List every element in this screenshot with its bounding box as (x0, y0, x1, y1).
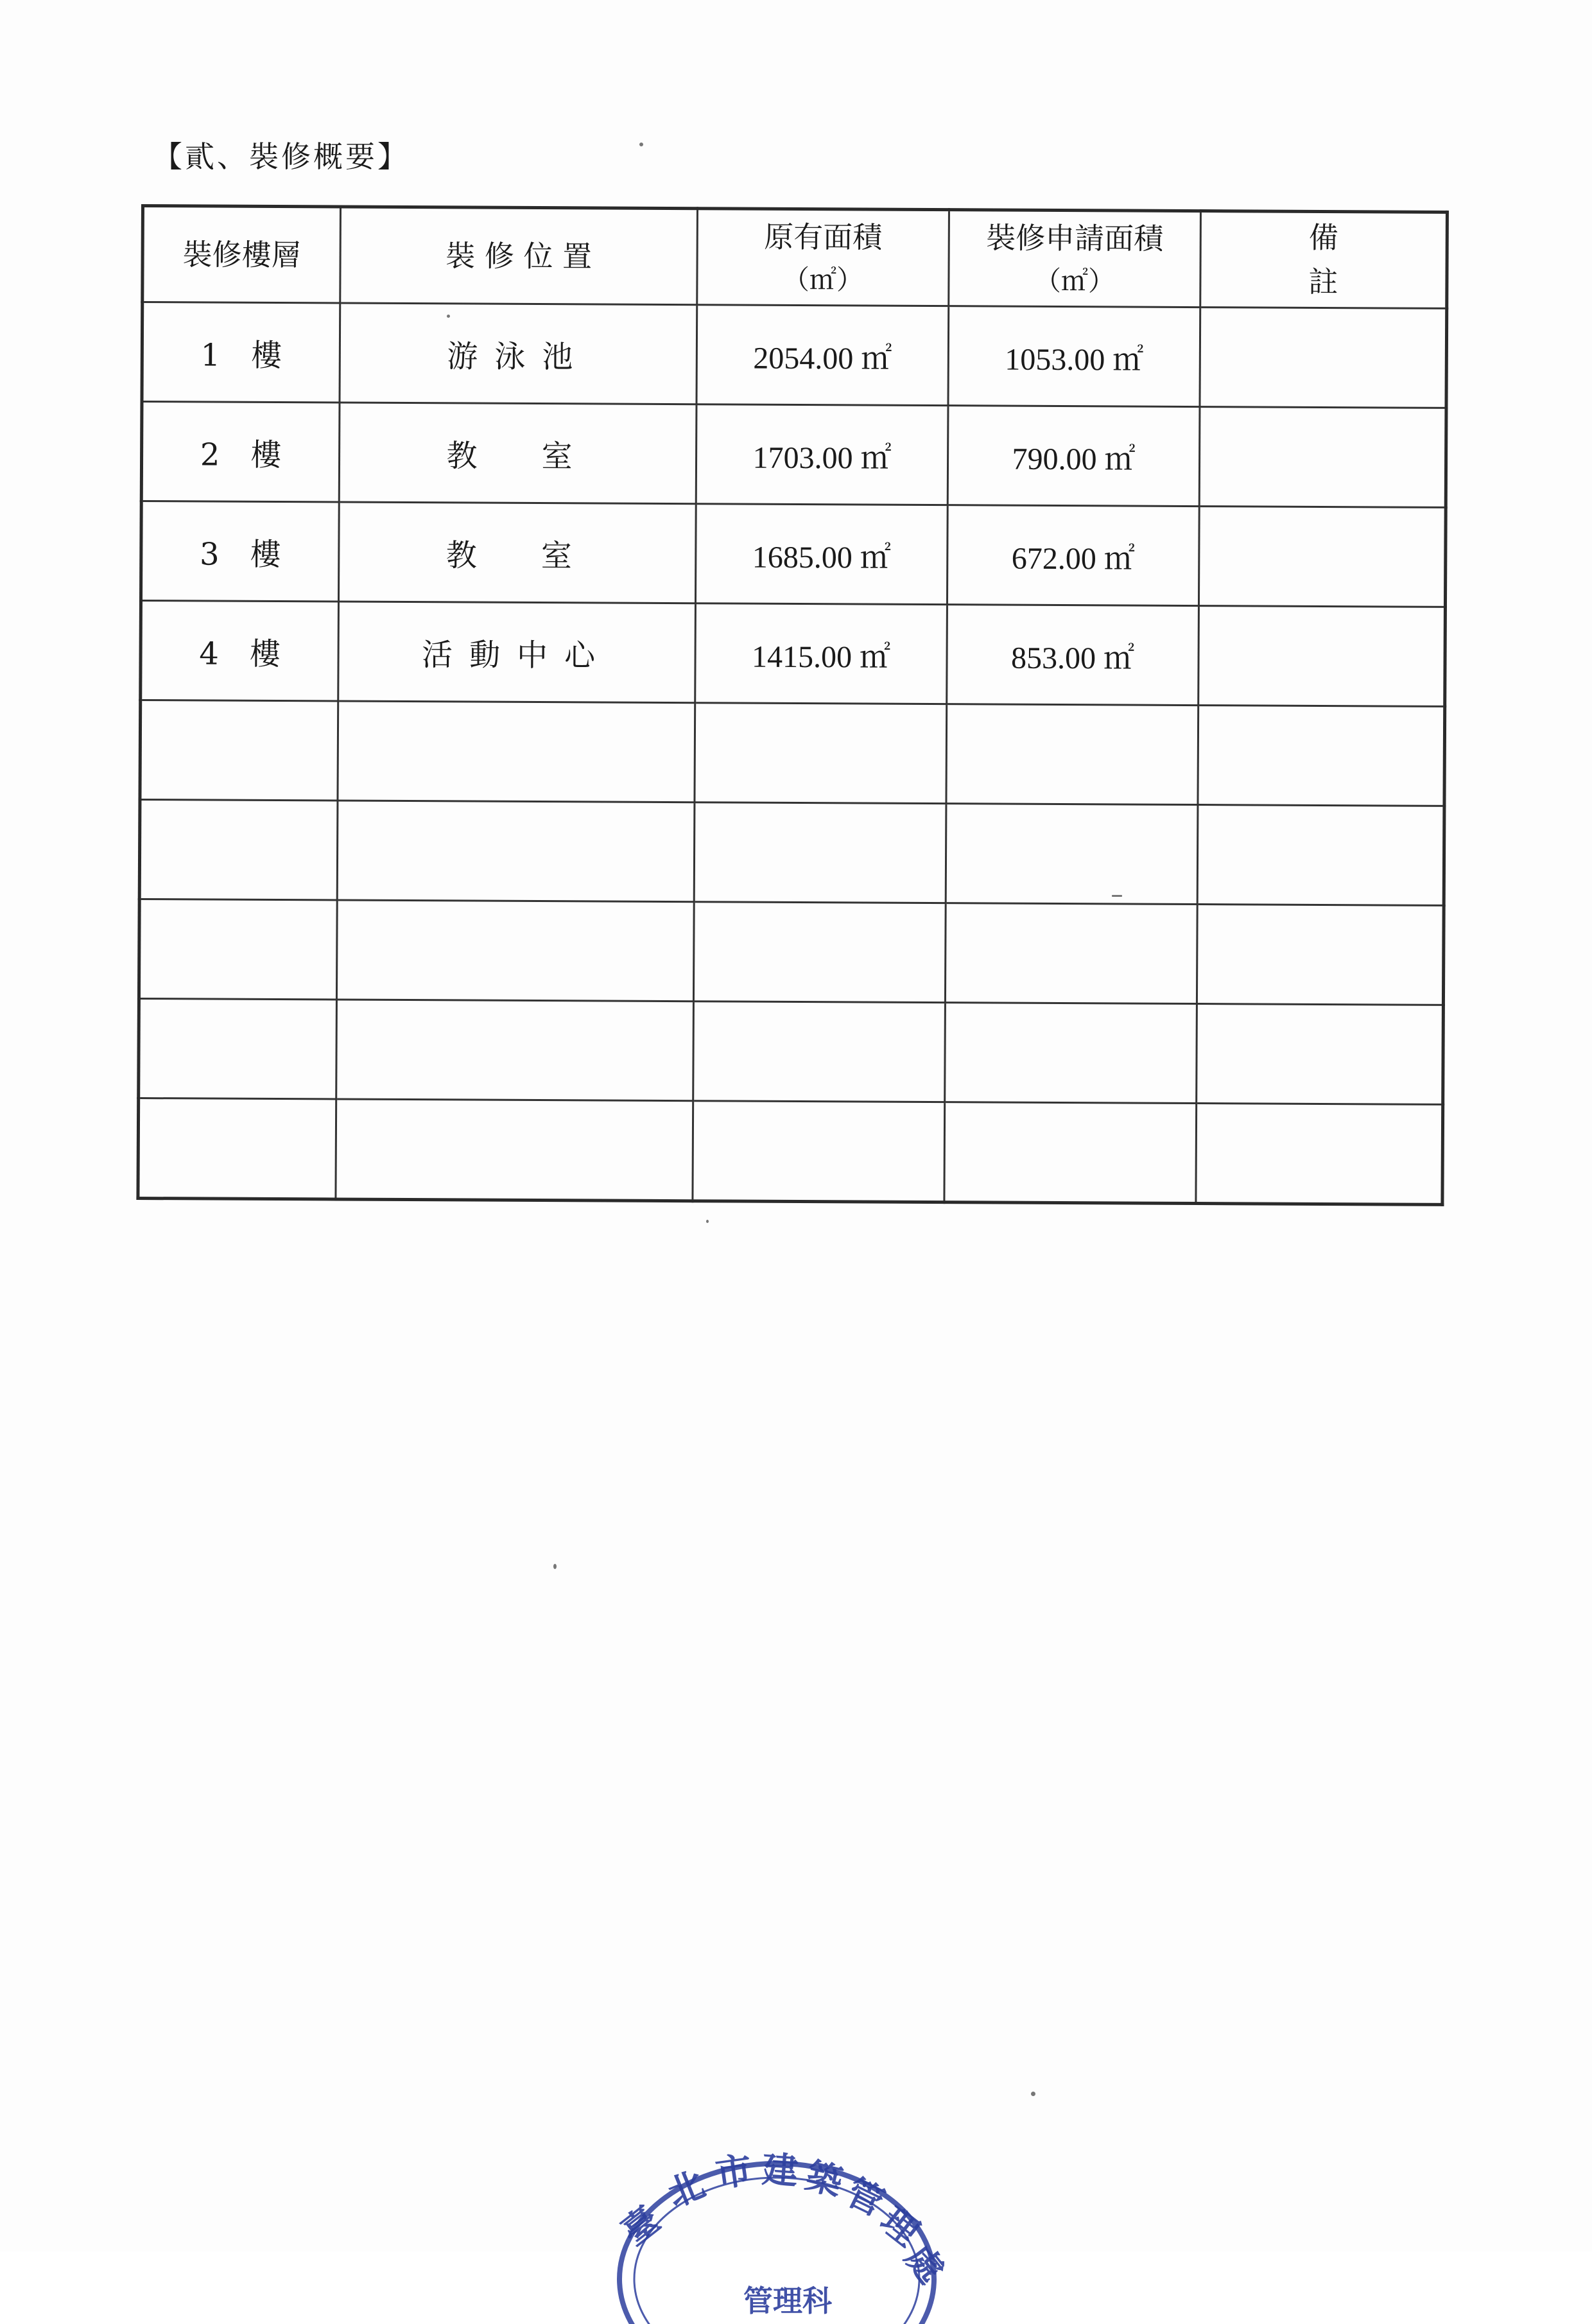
cell-original-area (695, 703, 947, 804)
cell-floor (138, 1098, 336, 1199)
table-row (139, 899, 1444, 1005)
cell-original-area: 1703.00 ㎡ (696, 404, 948, 505)
cell-floor (140, 700, 338, 801)
cell-floor (139, 998, 337, 1099)
cell-note (1199, 407, 1446, 508)
header-position: 裝 修 位 置 (340, 207, 698, 305)
cell-applied-area: 1053.00 ㎡ (948, 306, 1200, 407)
cell-floor: 4 樓 (141, 601, 339, 702)
cell-original-area (693, 902, 946, 1003)
cell-original-area (693, 1002, 946, 1102)
cell-floor: 3 樓 (141, 501, 339, 602)
scan-speck (1031, 2092, 1035, 2096)
cell-position: 教 室 (338, 502, 696, 603)
cell-position: 活動中心 (338, 602, 696, 703)
header-applied-area-unit: （㎡） (1034, 264, 1116, 297)
scan-speck (639, 143, 643, 146)
cell-applied-area (946, 704, 1198, 805)
cell-position (336, 1000, 694, 1101)
cell-note (1198, 606, 1446, 707)
cell-original-area (694, 802, 946, 903)
cell-position (337, 801, 695, 902)
svg-text:築: 築 (801, 2154, 847, 2205)
cell-note (1196, 1104, 1443, 1205)
cell-note (1198, 706, 1445, 806)
svg-text:臺: 臺 (613, 2198, 668, 2255)
header-note: 備註 (1200, 211, 1448, 309)
header-original-area-label: 原有面積 (764, 219, 883, 255)
header-applied-area-label: 裝修申請面積 (986, 220, 1164, 256)
svg-text:市: 市 (713, 2148, 755, 2196)
cell-original-area: 2054.00 ㎡ (696, 305, 949, 406)
table-body (138, 302, 1447, 1205)
cell-floor (139, 800, 338, 901)
scan-speck (1112, 895, 1122, 897)
cell-position (338, 701, 695, 802)
cell-note (1197, 805, 1444, 906)
svg-text:管理科: 管理科 (743, 2284, 832, 2318)
cell-applied-area (945, 1003, 1197, 1104)
table-row (141, 601, 1446, 707)
cell-applied-area (946, 804, 1198, 905)
section-title: 【貳、裝修概要】 (153, 139, 410, 174)
cell-original-area: 1415.00 ㎡ (695, 603, 947, 704)
table-row (139, 998, 1444, 1104)
scan-speck (447, 315, 450, 318)
svg-text:處: 處 (896, 2236, 953, 2291)
svg-text:理: 理 (872, 2199, 928, 2255)
renovation-summary-table (136, 204, 1449, 1206)
table-row (140, 700, 1445, 806)
header-floor: 裝修樓層 (143, 206, 341, 304)
cell-position: 游泳池 (340, 303, 697, 404)
official-seal-stamp (609, 2131, 953, 2324)
cell-floor (139, 899, 337, 1000)
cell-applied-area (945, 903, 1197, 1004)
cell-note (1197, 1004, 1444, 1105)
scan-speck (706, 1220, 709, 1223)
cell-note (1200, 308, 1447, 408)
table-row (141, 501, 1446, 607)
table-row (142, 302, 1447, 408)
cell-applied-area: 853.00 ㎡ (947, 605, 1199, 706)
header-original-area-unit: （㎡） (782, 263, 864, 296)
cell-note (1198, 507, 1446, 607)
cell-position (336, 900, 694, 1002)
table-header-row (143, 206, 1448, 309)
cell-floor: 2 樓 (141, 402, 340, 503)
table-row (139, 800, 1444, 906)
cell-note (1197, 905, 1444, 1005)
cell-applied-area: 672.00 ㎡ (947, 505, 1199, 606)
scan-speck (553, 1564, 557, 1569)
cell-position: 教 室 (339, 403, 696, 504)
cell-position (336, 1099, 693, 1201)
svg-text:建: 建 (761, 2148, 800, 2193)
header-applied-area (949, 210, 1201, 308)
header-original-area (697, 209, 949, 306)
cell-applied-area (944, 1102, 1197, 1204)
cell-original-area: 1685.00 ㎡ (695, 504, 947, 605)
cell-original-area (693, 1101, 945, 1202)
table-row (138, 1098, 1443, 1204)
cell-floor: 1 樓 (142, 302, 340, 403)
table-row (141, 402, 1446, 508)
svg-text:北: 北 (661, 2162, 711, 2216)
cell-applied-area: 790.00 ㎡ (947, 406, 1200, 507)
svg-text:管: 管 (839, 2171, 891, 2225)
